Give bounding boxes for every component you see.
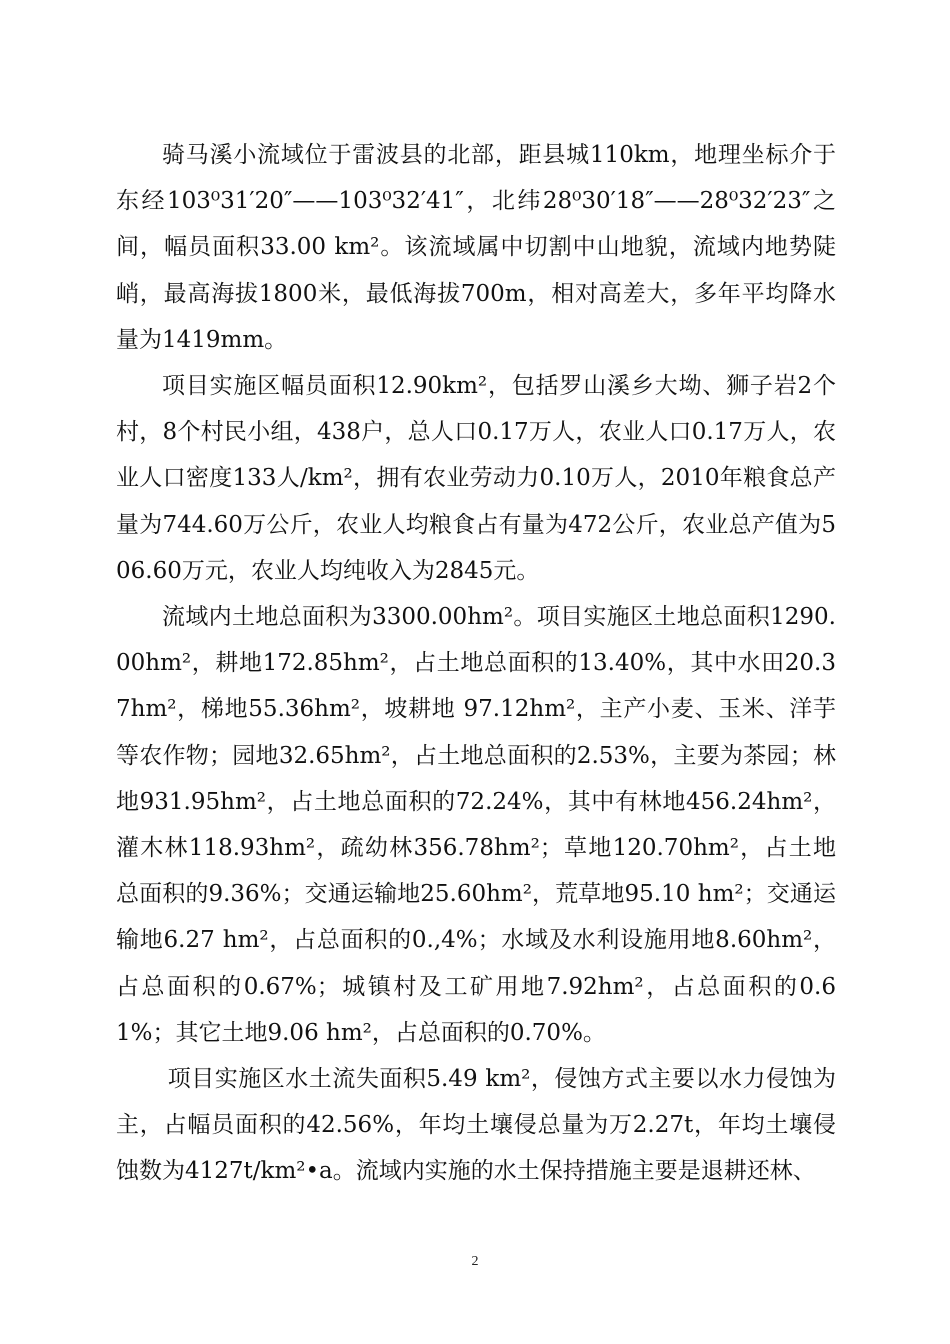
body-text bbox=[116, 132, 836, 1195]
paragraph-watershed-location: 骑马溪小流域位于雷波县的北部，距县城110km，地理坐标介于东经103⁰31′20″——103⁰32′41″，北纬28⁰30′18″——28⁰32′23″之间，幅员面积33.00 km²。该流域属中切割中山地貌，流域内地势陡峭，最高海拔1800米，最低海拔700m，相对高差大，多年平均降水量为1419mm。 bbox=[116, 142, 836, 353]
paragraph-soil-erosion: 项目实施区水土流失面积5.49 km²，侵蚀方式主要以水力侵蚀为主，占幅员面积的42.56%，年均土壤侵总量为万2.27t，年均土壤侵蚀数为4127t/km²•a。流域内实施的水土保持措施主要是退耕还林、 bbox=[116, 1066, 836, 1185]
page-number: 2 bbox=[471, 1254, 479, 1269]
paragraph-project-area: 项目实施区幅员面积12.90km²，包括罗山溪乡大坳、狮子岩2个村，8个村民小组，438户，总人口0.17万人，农业人口0.17万人，农业人口密度133人/km²，拥有农业劳动力0.10万人，2010年粮食总产量为744.60万公斤，农业人均粮食占有量为472公斤，农业总产值为506.60万元，农业人均纯收入为2845元。 bbox=[116, 373, 836, 584]
paragraph-land-use: 流域内土地总面积为3300.00hm²。项目实施区土地总面积1290.00hm²，耕地172.85hm²，占土地总面积的13.40%，其中水田20.37hm²，梯地55.36hm²，坡耕地 97.12hm²，主产小麦、玉米、洋芋等农作物；园地32.65hm²，占土地总面积的2.53%，主要为茶园；林地931.95hm²，占土地总面积的72.24%，其中有林地456.24hm²，灌木林118.93hm²，疏幼林356.78hm²；草地120.70hm²，占土地总面积的9.36%；交通运输地25.60hm²，荒草地95.10 hm²；交通运输地6.27 hm²，占总面积的0.,4%；水域及水利设施用地8.60hm²，占总面积的0.67%；城镇村及工矿用地7.92hm²，占总面积的0.61%；其它土地9.06 hm²，占总面积的0.70%。 bbox=[116, 604, 836, 1046]
